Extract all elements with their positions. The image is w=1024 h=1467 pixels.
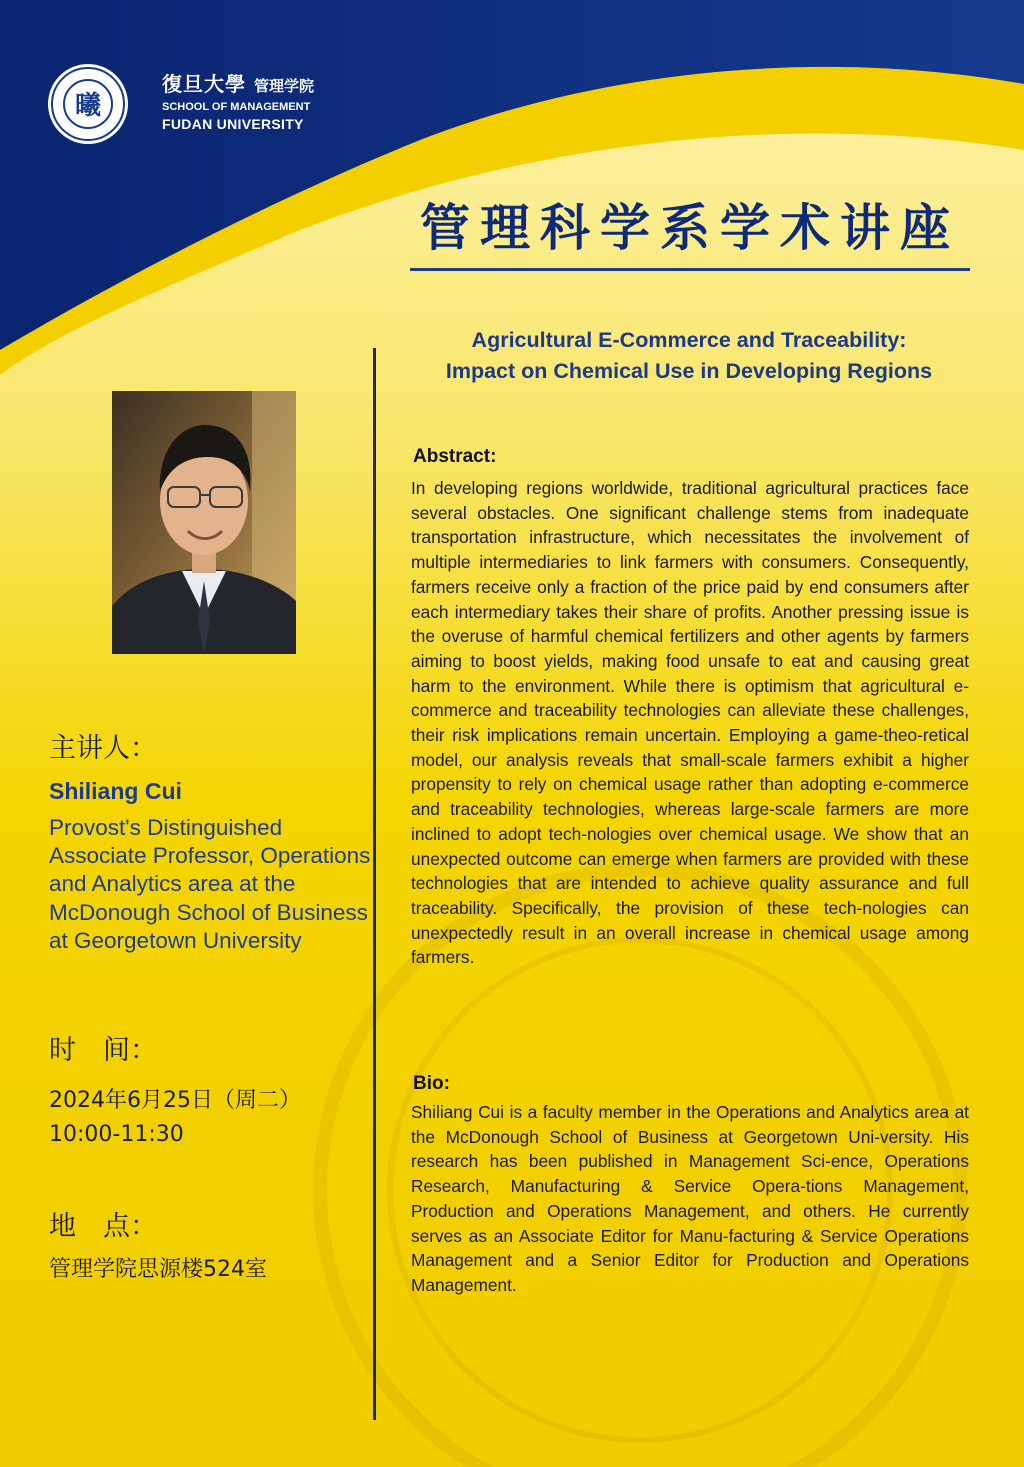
event-date: 2024年6月25日（周二） xyxy=(49,1088,301,1113)
time-label: 时 间： xyxy=(49,1035,157,1066)
bio-text: Shiliang Cui is a faculty member in the Operations and Analytics area at the McDonough School of Business at Georgetown Uni-versity. His research has been published in Management Sci-ence, Operations Research, Manufacturing & Service Opera-tions Management, Production and Operations Management, and others. He currently serves as an Associate Editor for Manu-facturing & Service Operations Management and a Senior Editor for Production and Operations Management. xyxy=(411,1102,969,1295)
speaker-title: Provost's Distinguished Associate Professor, Operations and Analytics area at the McDonough School of Business at Georgetown University xyxy=(49,815,371,953)
event-hours: 10:00-11:30 xyxy=(49,1122,184,1147)
logo-chinese-name: 復旦大學 管理学院 xyxy=(162,72,314,96)
bio-heading: Bio: xyxy=(413,1073,450,1094)
page-title: 管理科学系学术讲座 xyxy=(420,199,960,257)
logo-school-name: SCHOOL OF MANAGEMENT xyxy=(162,101,311,113)
talk-title-line-1: Agricultural E-Commerce and Traceability: xyxy=(471,328,907,352)
navy-header-wave xyxy=(0,0,1024,350)
talk-title xyxy=(392,325,986,387)
speaker-photo xyxy=(112,391,296,654)
school-logo xyxy=(46,62,314,142)
speaker-label: 主讲人： xyxy=(49,733,157,764)
title-underline xyxy=(410,268,970,271)
svg-text:曦: 曦 xyxy=(74,91,102,121)
event-location: 管理学院思源楼524室 xyxy=(49,1257,267,1282)
abstract-heading: Abstract: xyxy=(413,446,497,467)
abstract-text: In developing regions worldwide, traditional agricultural practices face several obstacles. One significant challenge stems from inadequate transportation infrastructure, which necessitates the involvement of multiple intermediaries to link farmers with consumers. Consequently, farmers receive only a fraction of the price paid by end consumers after each intermediary takes their share of profits. Another pressing issue is the overuse of harmful chemical fertilizers and other agents by farmers aiming to boost yields, making food unsafe to eat and causing great harm to the environment. While there is optimism that agricultural e-commerce and traceability technologies can alleviate these challenges, their risk implications remain uncertain. Employing a game-theo-retical model, our analysis reveals that small-scale farmers exhibit a higher propensity to rely on chemical usage rather than adopting e-commerce and traceability technologies, whereas large-scale farmers are more inclined to adopt tech-nologies over chemical usage. We show that an unexpected outcome can emerge when farmers are provided with these technologies that are intended to achieve quality assurance and full traceability. Specifically, the provision of these tech-nologies can unexpectedly result in an overall increase in chemical usage among farmers. xyxy=(411,478,969,968)
speaker-name: Shiliang Cui xyxy=(49,778,182,804)
location-label: 地 点： xyxy=(49,1211,157,1242)
talk-title-line-2: Impact on Chemical Use in Developing Regions xyxy=(445,359,933,383)
fudan-seal-icon xyxy=(46,62,130,146)
logo-university-name: FUDAN UNIVERSITY xyxy=(162,116,304,132)
